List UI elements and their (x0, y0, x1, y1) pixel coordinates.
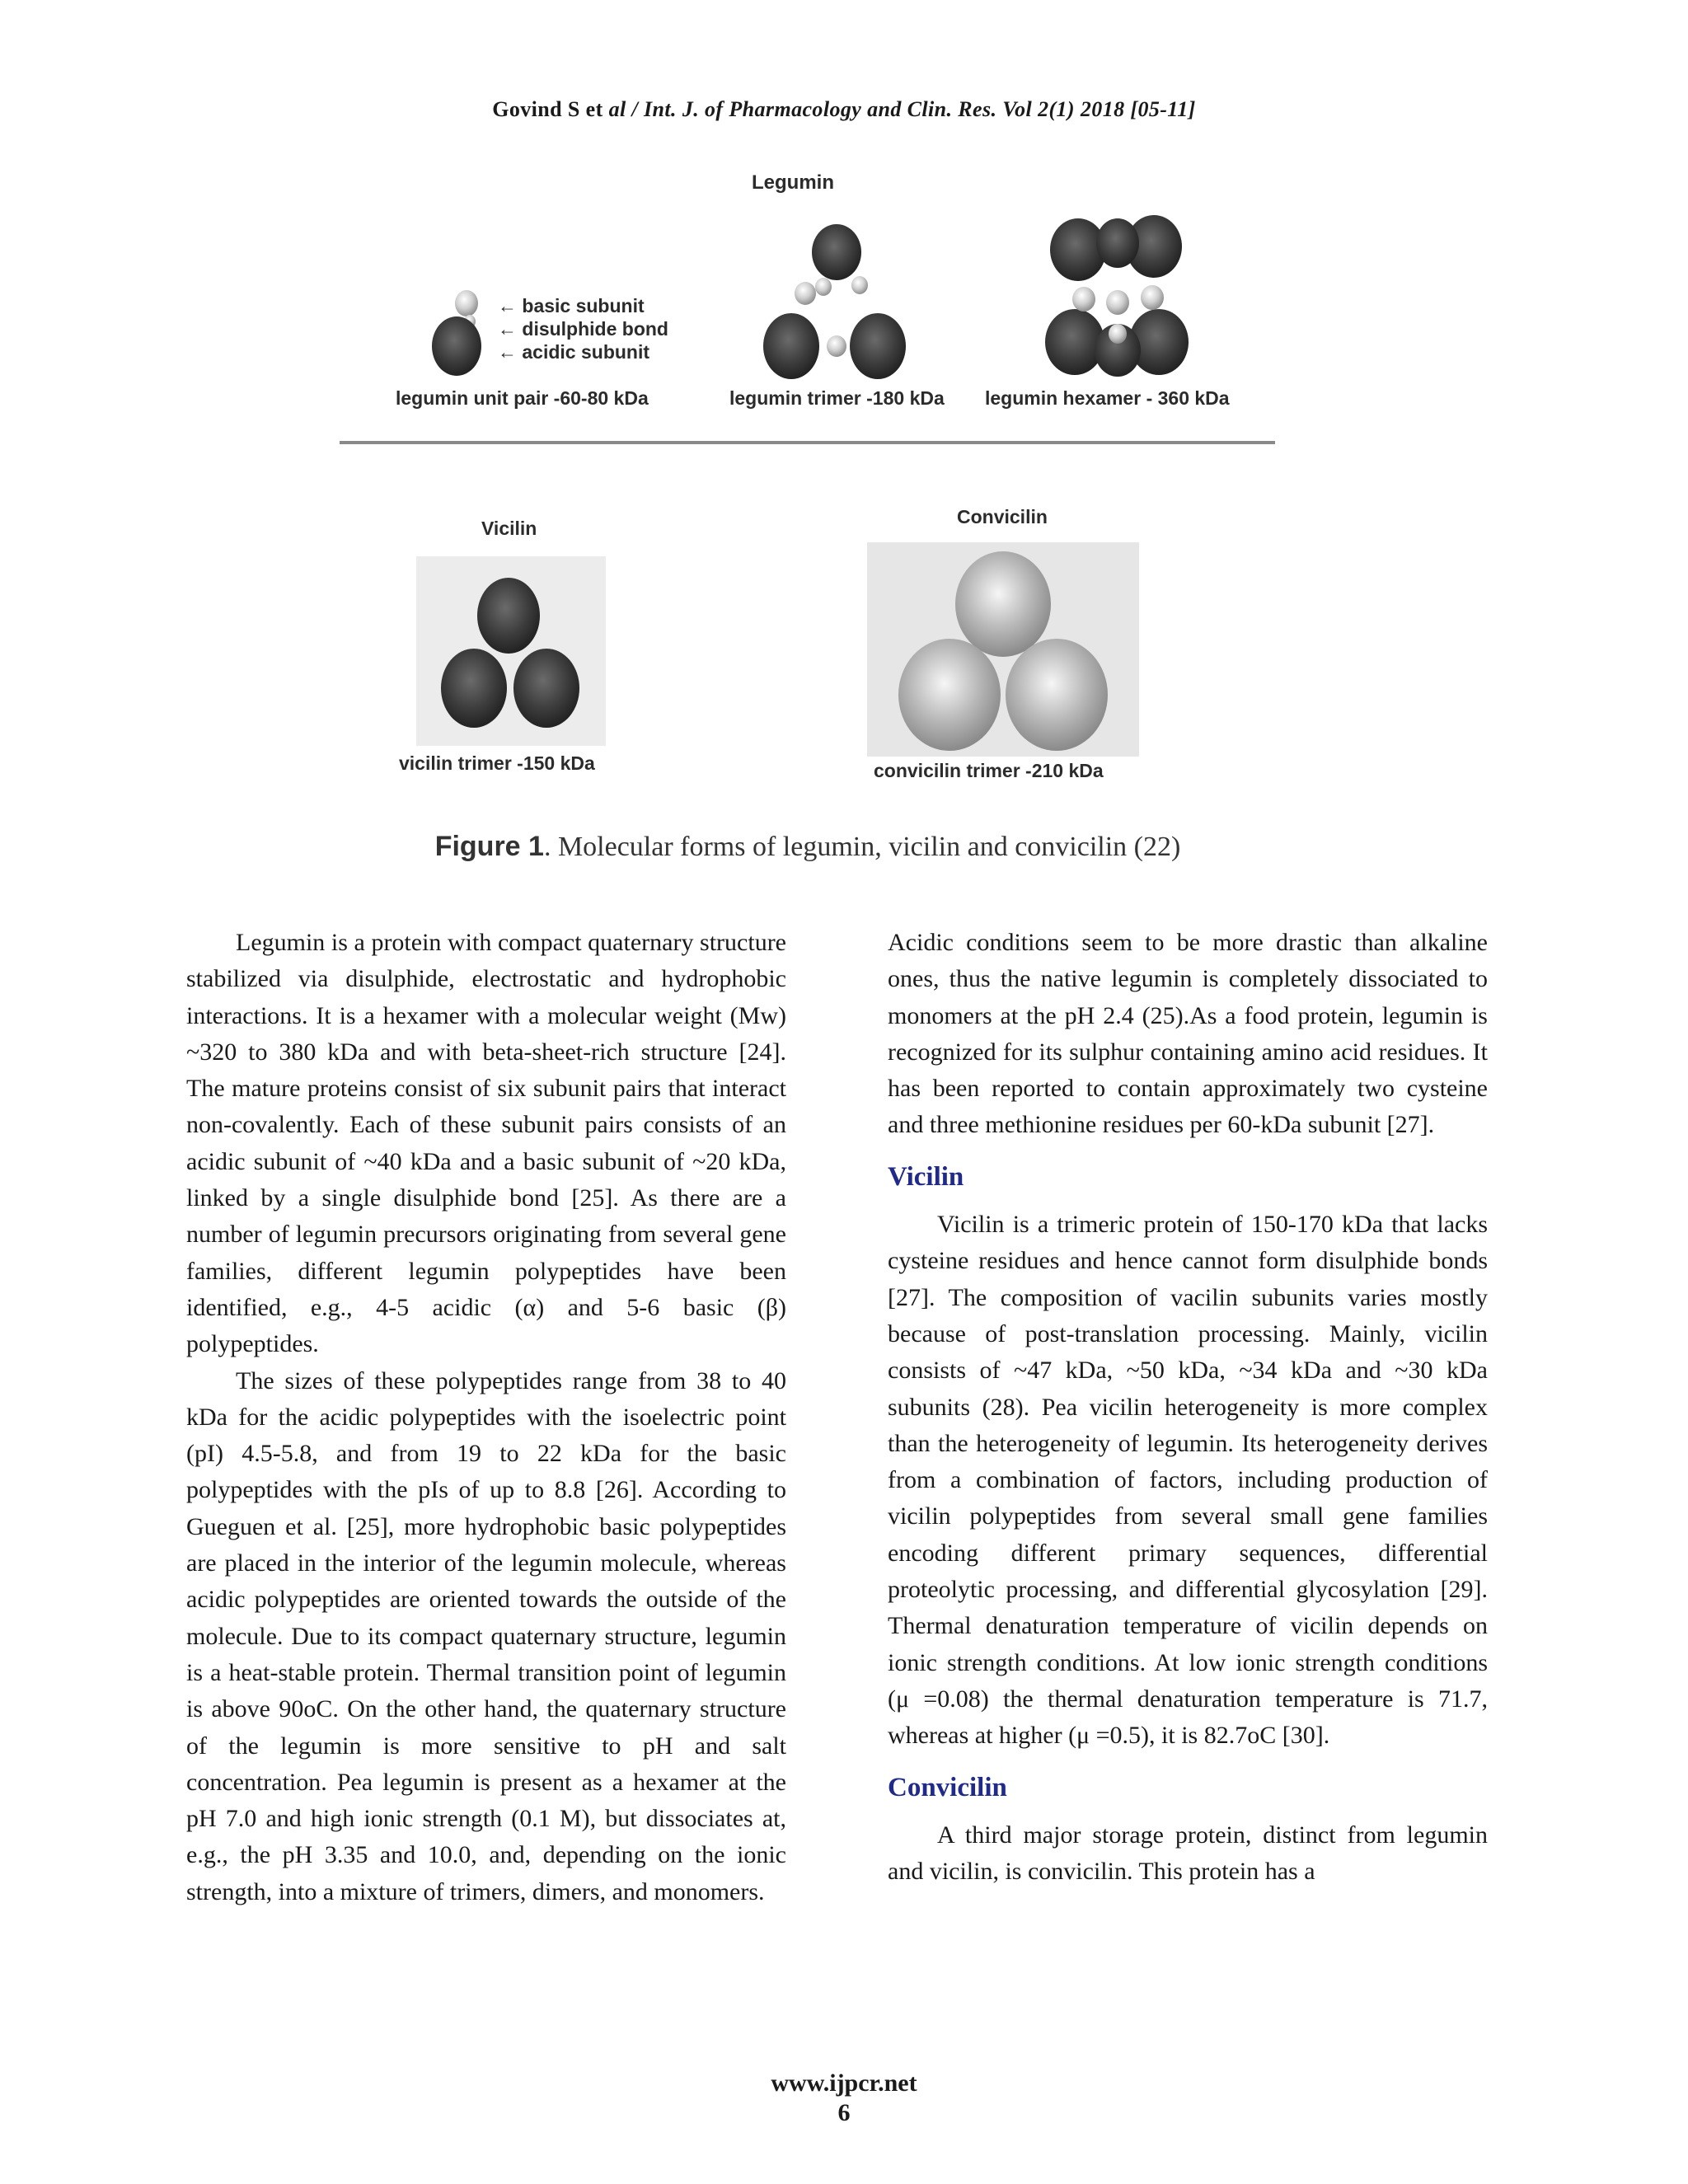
trimer-label: legumin trimer -180 kDa (729, 387, 945, 409)
right-paragraph-2: Vicilin is a trimeric protein of 150-170 kDa that lacks cysteine residues and hence cannot form disulphide bonds [27]. The composition of vacilin subunits varies mostly because of post-translation processing. Mainly, vicilin consists of ~47 kDa, ~50 kDa, ~34 kDa and ~30 kDa subunits (28). Pea vicilin heterogeneity is more complex than the heterogeneity of legumin. Its heterogeneity derives from a combination of factors, including production of vicilin polypeptides from several small gene families encoding different primary sequences, differential proteolytic processing, and differential glycosylation [29]. Thermal denaturation temperature of vicilin depends on ionic strength conditions. At low ionic strength conditions (μ =0.08) the thermal denaturation temperature is 71.7, whereas at higher (μ =0.5), it is 82.7oC [30]. (888, 1211, 1488, 1750)
basic-subunit-sphere (455, 290, 478, 316)
heading-convicilin: Convicilin (888, 1772, 1007, 1802)
convicilin-trimer-illustration (867, 542, 1139, 757)
right-paragraph-3: A third major storage protein, distinct from legumin and vicilin, is convicilin. This protein has a (888, 1821, 1488, 1886)
figure-caption-text: . Molecular forms of legumin, vicilin and convicilin (22) (543, 832, 1181, 862)
convicilin-title: Convicilin (957, 506, 1048, 527)
left-paragraph-2: The sizes of these polypeptides range from 38 to 40 kDa for the acidic polypeptides with the isoelectric point (pI) 4.5-5.8, and from 19 to 22 kDa for the basic polypeptides with the pIs of up to 8.8 [26]. According to Gueguen et al. [25], more hydrophobic basic polypeptides are placed in the interior of the legumin molecule, whereas acidic polypeptides are oriented towards the outside of the molecule. Due to its compact quaternary structure, legumin is a heat-stable protein. Thermal transition point of legumin is above 90oC. On the other hand, the quaternary structure of the legumin is more sensitive to pH and salt concentration. Pea legumin is present as a hexamer at the pH 7.0 and high ionic strength (0.1 M), but dissociates at, e.g., the pH 3.35 and 10.0, and, depending on the ionic strength, into a mixture of trimers, dimers, and monomers. (186, 1366, 786, 1905)
header-journal: / Int. J. of Pharmacology and Clin. Res. Vol 2(1) 2018 [05-11] (626, 97, 1196, 121)
footer-page-number: 6 (837, 2099, 851, 2126)
figure-1 (313, 165, 1368, 890)
hexamer-label: legumin hexamer - 360 kDa (985, 387, 1230, 409)
trimer-bond-sphere (795, 282, 816, 305)
running-header (0, 97, 1688, 122)
trimer-bond-sphere (851, 276, 868, 294)
figure-caption (313, 831, 1302, 863)
page-footer (0, 2069, 1688, 2128)
convicilin-trimer-label: convicilin trimer -210 kDa (874, 760, 1104, 781)
figure-divider (340, 441, 1275, 444)
legumin-title: Legumin (752, 171, 834, 194)
trimer-bond-sphere (827, 335, 846, 357)
unit-pair-label: legumin unit pair -60-80 kDa (396, 387, 649, 409)
left-column (186, 925, 786, 1910)
vicilin-trimer-illustration (416, 556, 606, 746)
disulphide-bond-label: ← disulphide bond (498, 318, 668, 340)
vicilin-trimer-label: vicilin trimer -150 kDa (399, 752, 595, 774)
legumin-hexamer-illustration (1039, 210, 1195, 383)
legumin-unit-pair-illustration (429, 280, 495, 379)
header-etal: al (608, 97, 626, 121)
legumin-trimer-illustration (754, 221, 919, 386)
right-paragraph-1: Acidic conditions seem to be more drastic than alkaline ones, thus the native legumin is completely dissociated to monomers at the pH 2.4 (25).As a food protein, legumin is recognized for its sulphur containing amino acid residues. It has been reported to contain approximately two cysteine and three methionine residues per 60-kDa subunit [27]. (888, 929, 1488, 1139)
trimer-bond-sphere (815, 278, 832, 296)
left-paragraph-1: Legumin is a protein with compact quaternary structure stabilized via disulphide, electrostatic and hydrophobic interactions. It is a hexamer with a molecular weight (Mw) ~320 to 380 kDa and with beta-sheet-rich structure [24]. The mature proteins consist of six subunit pairs that interact non-covalently. Each of these subunit pairs consists of an acidic subunit of ~40 kDa and a basic subunit of ~20 kDa, linked by a single disulphide bond [25]. As there are a number of legumin precursors originating from several gene families, different legumin polypeptides have been identified, e.g., 4-5 acidic (α) and 5-6 basic (β) polypeptides. (186, 929, 786, 1358)
figure-caption-label: Figure 1 (434, 831, 544, 862)
right-column (888, 925, 1488, 1890)
basic-subunit-label: ← basic subunit (498, 295, 645, 316)
trimer-right-sphere (850, 313, 906, 379)
header-authors: Govind S et (492, 97, 609, 121)
trimer-left-sphere (763, 313, 819, 379)
heading-vicilin: Vicilin (888, 1161, 964, 1192)
vicilin-title: Vicilin (481, 518, 537, 539)
footer-website: www.ijpcr.net (771, 2069, 917, 2097)
trimer-top-sphere (812, 224, 861, 280)
acidic-subunit-label: ← acidic subunit (498, 341, 650, 363)
acidic-subunit-sphere (432, 316, 481, 376)
